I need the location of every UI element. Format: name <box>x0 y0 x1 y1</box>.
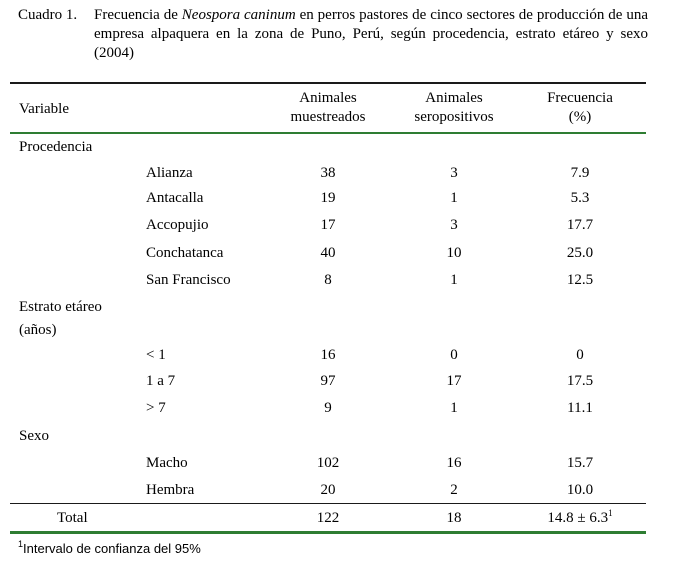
total-label: Total <box>57 510 88 526</box>
row-label: Antacalla <box>146 190 204 206</box>
row-positive: 16 <box>446 455 462 471</box>
footnote <box>18 541 201 557</box>
row-label: San Francisco <box>146 272 231 288</box>
row-label: 1 a 7 <box>146 373 176 389</box>
row-frequency: 12.5 <box>566 272 594 288</box>
total-frequency <box>512 509 648 527</box>
row-frequency: 17.5 <box>566 373 594 389</box>
header-sampled <box>266 89 390 127</box>
row-frequency: 15.7 <box>566 455 594 471</box>
row-frequency: 25.0 <box>566 245 594 261</box>
row-sampled: 19 <box>320 190 336 206</box>
row-label: Macho <box>146 455 188 471</box>
footnote-marker: 1 <box>18 539 24 549</box>
group-estrato-line1: Estrato etáreo <box>19 299 102 315</box>
row-frequency: 7.9 <box>570 165 590 181</box>
row-sampled: 102 <box>316 455 340 471</box>
row-sampled: 16 <box>320 347 336 363</box>
total-positive: 18 <box>446 510 462 526</box>
group-estrato-line2: (años) <box>19 322 57 338</box>
caption-text-before: Frecuencia de <box>94 7 182 23</box>
row-frequency: 10.0 <box>566 482 594 498</box>
row-positive: 1 <box>450 190 458 206</box>
header-sampled-line1: Animales <box>299 90 357 106</box>
row-positive: 10 <box>446 245 462 261</box>
row-sampled: 38 <box>320 165 336 181</box>
row-sampled: 8 <box>324 272 332 288</box>
caption-label: Cuadro 1. <box>18 7 78 23</box>
row-label: Accopujio <box>146 217 209 233</box>
row-label: Conchatanca <box>146 245 224 261</box>
group-sexo: Sexo <box>19 428 49 444</box>
row-positive: 17 <box>446 373 462 389</box>
top-rule <box>10 82 646 84</box>
caption-species: Neospora caninum <box>181 7 296 23</box>
header-frequency-line2: (%) <box>568 109 592 125</box>
row-positive: 1 <box>450 400 458 416</box>
total-sampled: 122 <box>316 510 340 526</box>
row-frequency: 11.1 <box>567 400 593 416</box>
row-positive: 0 <box>450 347 458 363</box>
caption-text <box>94 6 648 63</box>
row-frequency: 17.7 <box>566 217 594 233</box>
header-variable: Variable <box>19 101 69 117</box>
row-positive: 3 <box>450 165 458 181</box>
row-label: Alianza <box>146 165 193 181</box>
row-positive: 3 <box>450 217 458 233</box>
row-frequency: 5.3 <box>570 190 590 206</box>
caption-text-after: en perros pastores de cinco sectores de producción de una empresa alpaquera en la zona de Puno, Perú, según procedencia, estrato etáreo y sexo (2004) <box>94 7 648 61</box>
row-sampled: 9 <box>324 400 332 416</box>
row-label: < 1 <box>146 347 166 363</box>
bottom-rule <box>10 531 646 534</box>
row-sampled: 17 <box>320 217 336 233</box>
row-frequency: 0 <box>576 347 584 363</box>
header-positive-line2: seropositivos <box>414 109 494 125</box>
header-frequency-line1: Frecuencia <box>547 90 613 106</box>
header-positive <box>392 89 516 127</box>
header-positive-line1: Animales <box>425 90 483 106</box>
table-caption <box>18 6 648 63</box>
row-sampled: 40 <box>320 245 336 261</box>
row-positive: 2 <box>450 482 458 498</box>
header-frequency <box>518 89 642 127</box>
total-frequency-value: 14.8 ± 6.3 <box>547 510 609 526</box>
header-sampled-line2: muestreados <box>290 109 366 125</box>
row-sampled: 20 <box>320 482 336 498</box>
total-top-rule <box>10 503 646 504</box>
row-positive: 1 <box>450 272 458 288</box>
total-frequency-footnote-marker: 1 <box>608 508 613 518</box>
row-label: > 7 <box>146 400 166 416</box>
header-rule <box>10 132 646 134</box>
group-procedencia: Procedencia <box>19 139 93 155</box>
row-label: Hembra <box>146 482 195 498</box>
row-sampled: 97 <box>320 373 336 389</box>
footnote-text: Intervalo de confianza del 95% <box>23 541 201 556</box>
